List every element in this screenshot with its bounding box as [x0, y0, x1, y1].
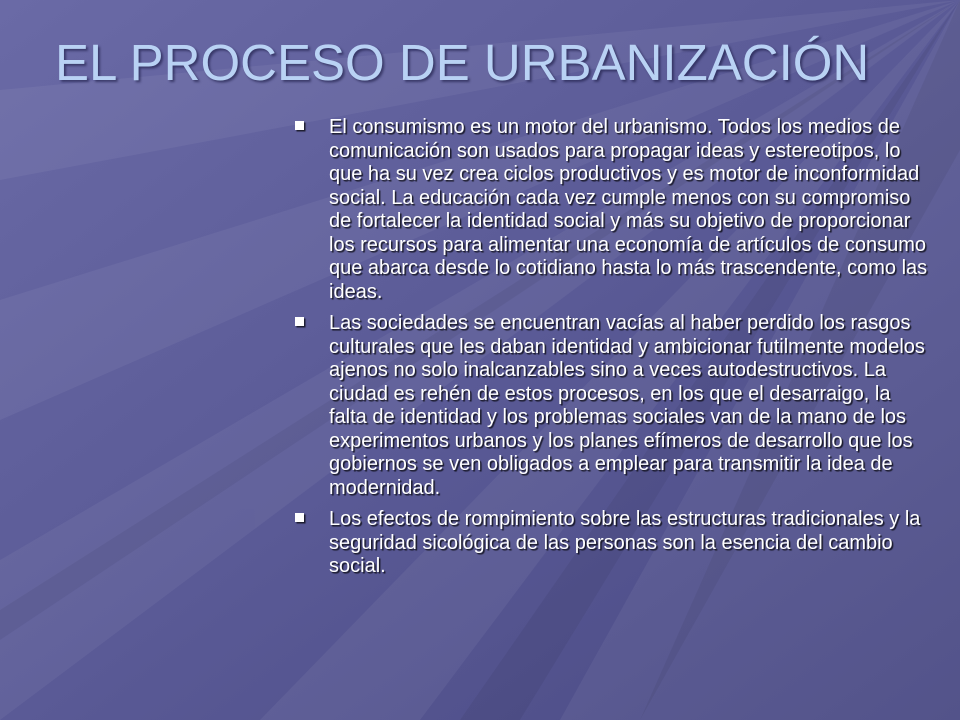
slide-title: EL PROCESO DE URBANIZACIÓN [55, 34, 870, 91]
bullet-item-1 [290, 116, 930, 304]
bullet-item-3 [290, 508, 930, 579]
bullet-text: Los efectos de rompimiento sobre las estructuras tradicionales y la seguridad sicológica de las personas son la esencia del cambio social. [329, 508, 921, 577]
square-bullet-icon [295, 317, 304, 326]
square-bullet-icon [295, 513, 304, 522]
bullet-item-2 [290, 312, 930, 500]
bullet-text: El consumismo es un motor del urbanismo. Todos los medios de comunicación son usados para propagar ideas y estereotipos, lo que ha su vez crea ciclos productivos y es motor de inconformidad social. La educación cada vez cumple menos con su compromiso de fortalecer la identidad social y más su objetivo de proporcionar los recursos para alimentar una economía de artículos de consumo que abarca desde lo cotidiano hasta lo más trascendente, como las ideas. [329, 116, 928, 303]
square-bullet-icon [295, 121, 304, 130]
bullet-text: Las sociedades se encuentran vacías al haber perdido los rasgos culturales que les daban identidad y ambicionar futilmente modelos ajenos no solo inalcanzables sino a veces autodestructivos. La ciudad es rehén de estos procesos, en los que el desarraigo, la falta de identidad y los problemas sociales van de la mano de los experimentos urbanos y los planes efímeros de desarrollo que los gobiernos se ven obligados a emplear para transmitir la idea de modernidad. [329, 312, 925, 499]
bullet-list [290, 116, 930, 587]
